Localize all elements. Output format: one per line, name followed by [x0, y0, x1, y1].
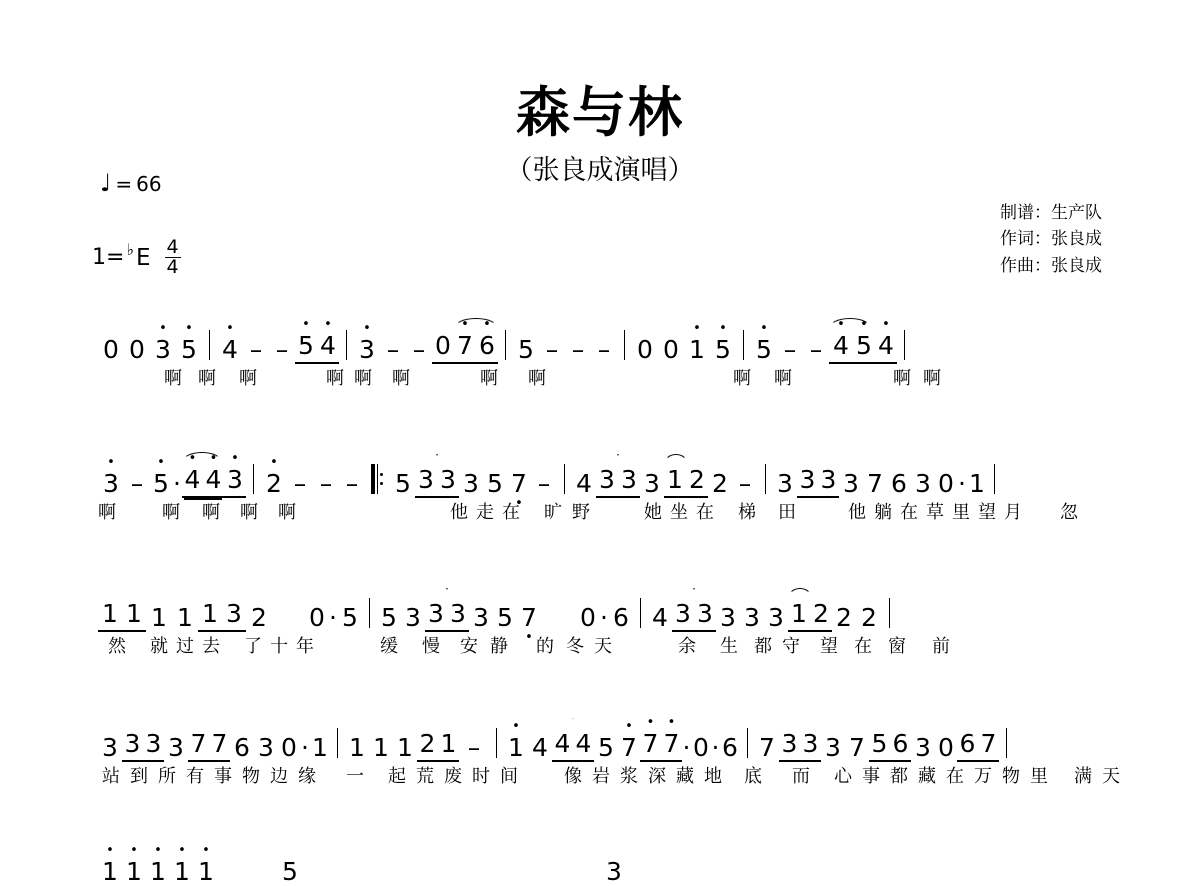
- music-system-5-partial: [98, 840, 1108, 886]
- credit-composer: 作曲：张良成: [1000, 255, 1102, 276]
- lyric-row-1: 啊 啊 啊 啊 啊 啊 啊 啊 啊 啊 啊 啊: [164, 368, 941, 389]
- note-row-3: 1 1 1 1 1 3 2 0 · 5 5 3 3 3 3 5 7 • 0 · 6 4 3 3 3 3 3 1 2 2 2: [98, 586, 1108, 632]
- music-system-2: [98, 452, 1108, 526]
- credit-arranger: 制谱：生产队: [1000, 203, 1102, 223]
- lyric-row-3: 然 就 过 去 了 十 年 缓 慢 安 静 的 冬 天 余 生 都 守 望 在 窗 前: [108, 636, 950, 657]
- lyric-row-4: 站 到 所 有 事 物 边 缘 一 起 荒 废 时 间 像 岩 浆 深 藏 地 底 而 心 事 都 藏 在 万 物 里 满 天: [102, 766, 1120, 787]
- credits-block: [1000, 200, 1102, 279]
- tempo-value: 66: [136, 172, 162, 196]
- page-subtitle: （张良成演唱）: [505, 155, 695, 186]
- note-row-2: • 3 – • 5 · • 4 • 4 • 3 • 2 – – – 5 3 3 3 5 7 • – 4 3 3 3 1 2 2 – 3 3 3 3 7 6 3 0 · 1: [98, 452, 1108, 498]
- note-row-4: 3 3 3 3 7 7 6 3 0 · 1 1 1 1 2 1 – • 1 4 4 4 5 • 7 • 7 • 7 · 0 · 6 7 3 3 3 7 5 6 3 0 6 7: [98, 716, 1108, 762]
- time-signature-numerator: 4: [166, 236, 179, 258]
- key-prefix: 1=: [92, 245, 125, 271]
- page-title: 森与林: [516, 81, 684, 144]
- time-signature-denominator: 4: [166, 256, 179, 279]
- lyric-row-2: 啊 啊 啊 啊 啊 他 走 在 旷 野 她 坐 在 梯 田 他 躺 在 草 里 望 月 忽: [98, 502, 1078, 523]
- note-row-1: 0 0 • 3 • 5 • 4 – – • 5 • 4 • 3 – – 0 • 7 • 6 5 – – – 0 0 • 1 • 5 • 5 – – • 4 • 5 • 4: [98, 318, 1108, 364]
- credit-lyricist: 作词：张良成: [1000, 229, 1102, 250]
- time-signature: [165, 238, 181, 278]
- key-name: E: [135, 244, 151, 271]
- music-system-3: [98, 586, 1108, 660]
- repeat-sign: [371, 464, 383, 494]
- flat-icon: ♭: [126, 240, 134, 260]
- key-signature: [92, 238, 181, 278]
- tempo-marking: [100, 169, 162, 197]
- music-system-1: [98, 318, 1108, 392]
- note-row-5: • 1 • 1 • 1 • 1 • 1 5 3: [98, 840, 1108, 886]
- tempo-equals: =: [115, 172, 133, 196]
- quarter-note-icon: ♩: [100, 169, 112, 197]
- music-system-4: [98, 716, 1120, 790]
